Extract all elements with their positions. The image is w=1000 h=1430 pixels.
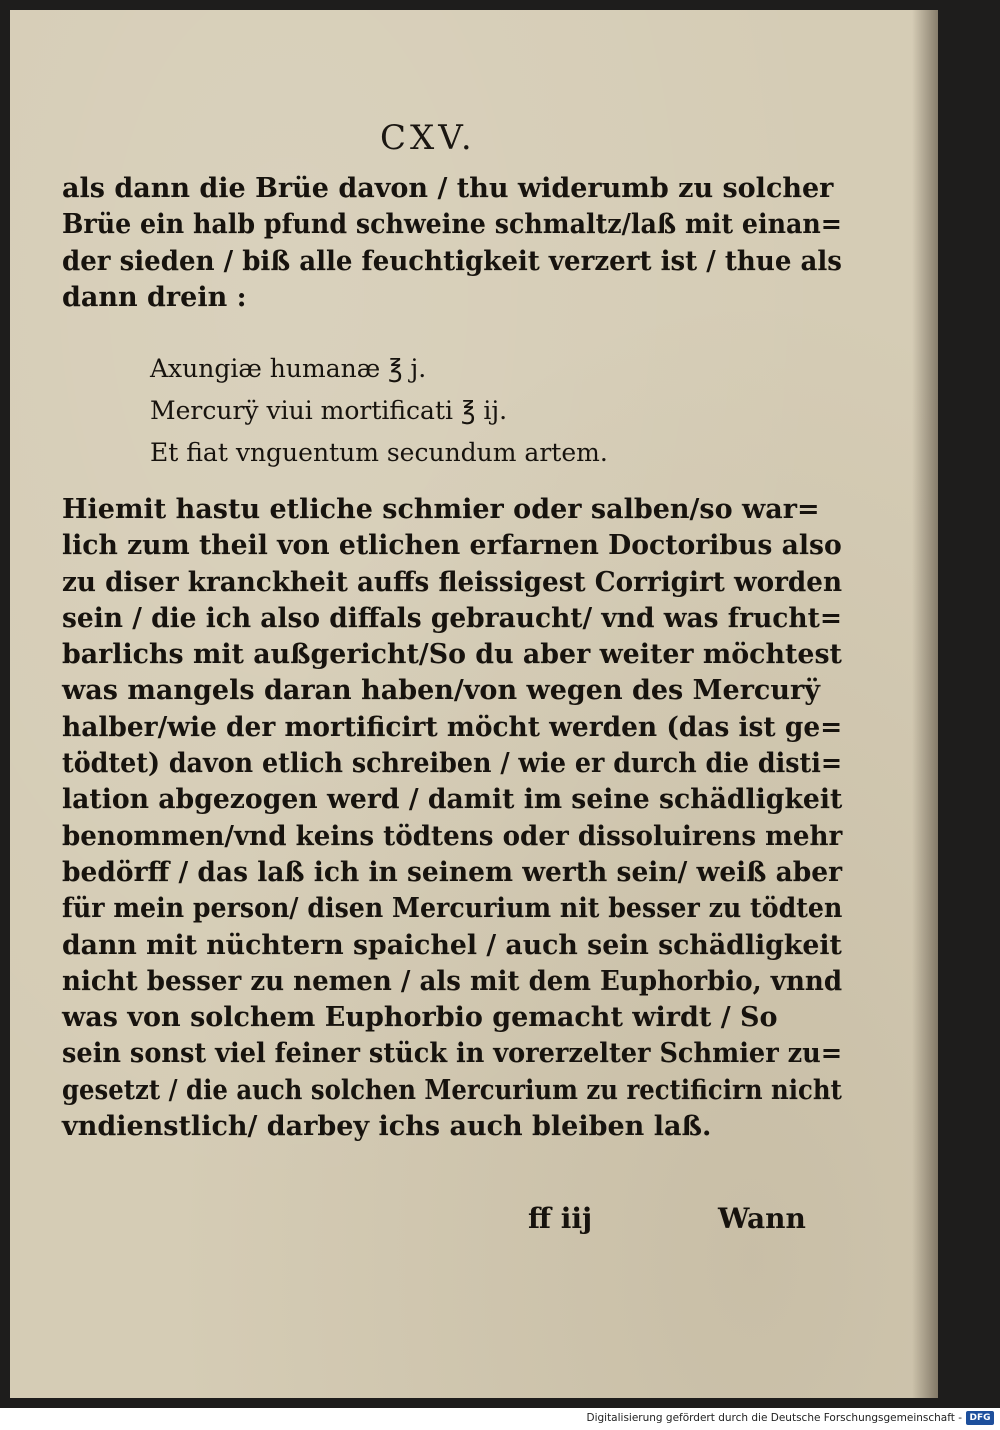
- text-line: tödtet) davon etlich schreiben / wie er durch die disti=: [62, 748, 843, 780]
- folio-number: CXV.: [380, 118, 476, 158]
- text-line: Hiemit hastu etliche schmier oder salben/so war=: [62, 494, 820, 525]
- recipe-block: [150, 348, 608, 474]
- text-line: gesetzt / die auch solchen Mercurium zu rectificirn nicht: [62, 1074, 842, 1106]
- signature-mark: ff iij: [528, 1202, 593, 1235]
- text-line: sein sonst viel feiner stück in vorerzelter Schmier zu=: [62, 1038, 843, 1070]
- text-line: bedörff / das laß ich in seinem werth sein/ weiß aber: [62, 856, 843, 888]
- text-block-intro: [62, 171, 842, 316]
- text-line: halber/wie der mortificirt möcht werden (das ist ge=: [62, 711, 843, 743]
- page-edge-shadow: [912, 10, 938, 1398]
- text-line: als dann die Brüe davon / thu widerumb zu solcher: [62, 173, 834, 204]
- text-line: was von solchem Euphorbio gemacht wirdt / So: [62, 1002, 778, 1034]
- footer-bar: [0, 1408, 1000, 1430]
- text-line: lich zum theil von etlichen erfarnen Doctoribus also: [62, 530, 842, 562]
- text-line: barlichs mit außgericht/So du aber weiter möchtest: [62, 639, 842, 671]
- text-line: der sieden / biß alle feuchtigkeit verzert ist / thue als: [62, 245, 842, 277]
- text-line: nicht besser zu nemen / als mit dem Euphorbio, vnnd: [62, 965, 843, 997]
- text-line: sein / die ich also diffals gebraucht/ vnd was frucht=: [62, 602, 843, 634]
- funding-notice: Digitalisierung gefördert durch die Deutsche Forschungsgemeinschaft -: [586, 1412, 962, 1424]
- text-line: lation abgezogen werd / damit im seine schädligkeit: [62, 784, 843, 816]
- text-block-main: [62, 492, 842, 1145]
- text-line: vndienstlich/ darbey ichs auch bleiben laß.: [62, 1111, 712, 1143]
- text-line: für mein person/ disen Mercurium nit besser zu tödten: [62, 893, 843, 925]
- text-line: was mangels daran haben/von wegen des Mercurÿ: [62, 675, 820, 707]
- recipe-line: Axungiæ humanæ ℥ j.: [150, 354, 427, 383]
- text-line: zu diser kranckheit auffs fleissigest Corrigirt worden: [62, 566, 843, 598]
- catchword: Wann: [718, 1202, 806, 1235]
- text-line: dann drein :: [62, 281, 247, 313]
- text-line: benommen/vnd keins tödtens oder dissoluirens mehr: [62, 820, 843, 852]
- recipe-line: Et fiat vnguentum secundum artem.: [150, 438, 608, 467]
- recipe-line: Mercurÿ viui mortificati ℥ ij.: [150, 396, 508, 425]
- text-line: Brüe ein halb pfund schweine schmaltz/laß mit einan=: [62, 209, 843, 241]
- text-line: dann mit nüchtern spaichel / auch sein schädligkeit: [62, 929, 842, 961]
- dfg-logo: DFG: [966, 1411, 994, 1425]
